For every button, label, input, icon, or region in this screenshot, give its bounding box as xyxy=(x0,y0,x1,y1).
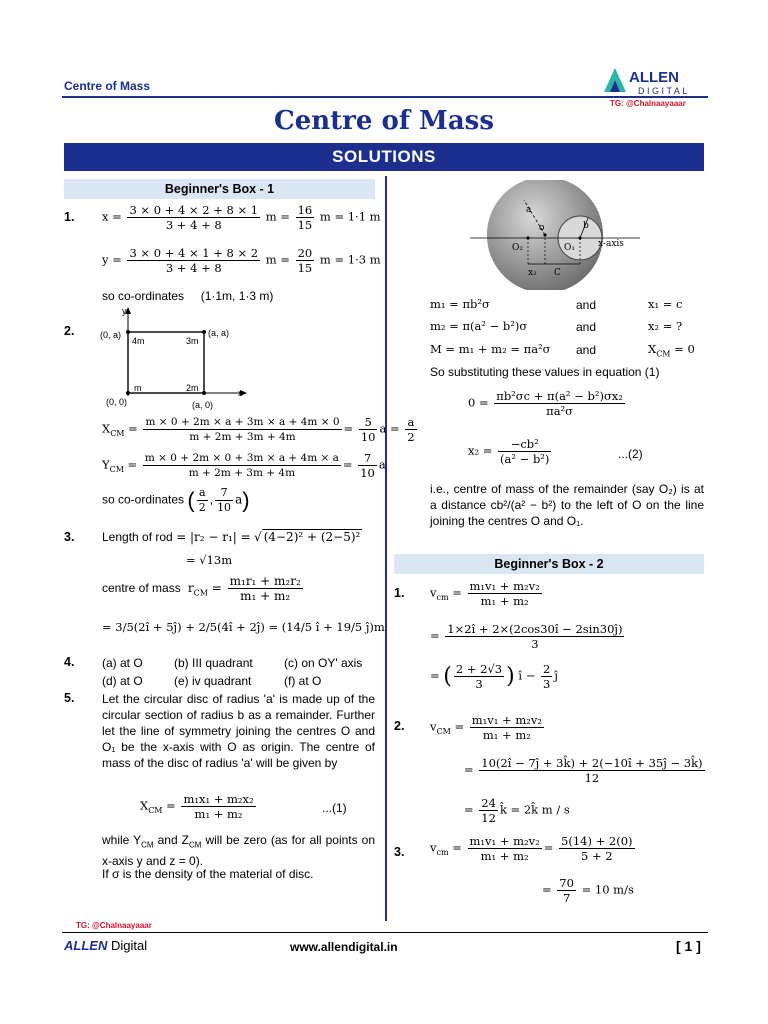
disc-label-o2: O₂ xyxy=(512,243,523,253)
b1-vcm-formula: $v_{cm}$ = $\frac{\text{m₁v₁ + m₂v₂}}{\text{m₁ + m₂}}$ xyxy=(430,579,540,608)
q1-x-equation: x = $\frac{3 \times 0 + 4 \times 2 + 8 \times 1}{3 + 4 + 8}$ m = $\frac{16}{15}$ m = 1·1 m xyxy=(102,203,381,232)
footer-brand: ALLEN Digital xyxy=(64,938,148,953)
fig-mass-2m: 2m xyxy=(186,383,199,393)
def-row-2-rhs: x₂ = ? xyxy=(648,319,683,333)
q5-while-text: while $Y_{CM}$ and $Z_{CM}$ will be zero (as for all points on x-axis y and z = 0). xyxy=(102,833,375,869)
q3-number: 3. xyxy=(64,530,75,544)
footer-rule xyxy=(62,932,708,933)
footer-url[interactable]: www.allendigital.in xyxy=(290,940,398,954)
q2-coordinates: so co-ordinates ( $\frac{a}{2}$ , $\frac{7}{10}$ a) xyxy=(102,486,250,514)
fig-bottom-right: (a, 0) xyxy=(192,400,214,410)
b2-step-2: = $\frac{10(2î - 7ĵ + 3k̂) + 2(-10î + 35ĵ - 3k̂)}{12}$ xyxy=(464,756,703,785)
disc-label-c: C xyxy=(554,268,561,278)
telegram-top: TG: @Chalnaayaaar xyxy=(610,99,686,108)
b3-number: 3. xyxy=(394,845,405,859)
q3-length-result: = √13m xyxy=(186,553,233,567)
q4-number: 4. xyxy=(64,655,75,669)
q2-xcm-equation: $X_{CM}$ = $\frac{m \times 0 + 2m \times a + 3m \times a + 4m \times 0}{m + 2m + 3m + 4m}$ = $\frac{5}{10}$ a = $\frac{a}{2}$ xyxy=(102,415,415,444)
column-divider xyxy=(385,176,387,921)
b1-step-3: = ( $\frac{2 + 2√3}{3}$ ) î − $\frac{2}{3}$ ĵ xyxy=(430,662,558,691)
def-row-3: M = m₁ + m₂ = πa²σ xyxy=(430,342,551,356)
q4-answer-b: (b) III quadrant xyxy=(174,656,253,670)
disc-label-b: b xyxy=(583,221,589,231)
beginners-box-2-title: Beginner's Box - 2 xyxy=(394,554,704,574)
disc-label-a: a xyxy=(526,205,532,215)
page-title: Centre of Mass xyxy=(274,106,494,136)
eq2-tag: ...(2) xyxy=(618,447,643,461)
conclusion-text: i.e., centre of mass of the remainder (say O₂) is at a distance cb²/(a² − b²) to the left of O on the line joining the centres O and O₁. xyxy=(430,482,704,528)
q2-number: 2. xyxy=(64,324,75,338)
def-row-1-rhs: x₁ = c xyxy=(648,297,683,311)
q5-number: 5. xyxy=(64,691,75,705)
fig-top-left: (0, a) xyxy=(100,330,122,340)
header-rule xyxy=(62,96,708,98)
q5-eq-tag: ...(1) xyxy=(322,801,347,815)
q4-answer-a: (a) at O xyxy=(102,656,143,670)
fig-x-label: x xyxy=(238,388,243,398)
disc-figure xyxy=(462,180,642,290)
q3-length-line: Length of rod = |r₂ − r₁| = √ (4−2)² + (2−5)² xyxy=(102,530,361,544)
def-row-3-rhs: $X_{CM} = 0$ xyxy=(648,342,695,359)
b2-step-3: = $\frac{24}{12}$ k̂ = 2k̂ m / s xyxy=(464,796,570,825)
q1-coordinates: so co-ordinates (1·1m, 1·3 m) xyxy=(102,289,274,303)
fig-mass-m: m xyxy=(134,383,142,393)
fig-bottom-left: (0, 0) xyxy=(106,397,128,407)
q3-cm-result: = 3/5(2î + 5ĵ) + 2/5(4î + 2ĵ) = (14/5 î + 19/5 ĵ)m xyxy=(102,620,385,634)
def-row-1: m₁ = πb²σ xyxy=(430,297,490,311)
def-row-2-and: and xyxy=(576,320,597,334)
q4-answer-f: (f) at O xyxy=(284,674,322,688)
page-number: [ 1 ] xyxy=(676,938,701,954)
fig-mass-3m: 3m xyxy=(186,336,199,346)
b1-step-2: = $\frac{1\times 2î + 2\times(2\cos 30î - 2\sin 30ĵ)}{3}$ xyxy=(430,622,623,651)
q4-answer-e: (e) iv quadrant xyxy=(174,674,252,688)
disc-label-xaxis: x-axis xyxy=(598,239,624,249)
disc-label-x2: x₂ xyxy=(528,268,537,278)
logo-main: ALLEN xyxy=(629,69,679,86)
b2-vcm-formula: $v_{CM}$ = $\frac{\text{m₁v₁ + m₂v₂}}{\text{m₁ + m₂}}$ xyxy=(430,713,542,742)
telegram-bottom: TG: @Chalnaayaaar xyxy=(76,921,152,930)
disc-label-o1: O₁ xyxy=(564,243,575,253)
fig-mass-4m: 4m xyxy=(132,336,145,346)
q1-y-equation: y = $\frac{3 \times 0 + 4 \times 1 + 8 \times 2}{3 + 4 + 8}$ m = $\frac{20}{15}$ m = 1·3 m xyxy=(102,246,381,275)
beginners-box-1-title: Beginner's Box - 1 xyxy=(64,179,375,199)
b1-number: 1. xyxy=(394,586,405,600)
disc-label-o: o xyxy=(539,223,545,233)
fig-top-right: (a, a) xyxy=(208,328,230,338)
q1-number: 1. xyxy=(64,210,75,224)
def-row-3-and: and xyxy=(576,343,597,357)
section-header: Centre of Mass xyxy=(64,79,151,93)
allen-logo xyxy=(602,66,712,96)
q5-text: Let the circular disc of radius 'a' is made up of the circular section of radius b as a remainder. Further let the line of symmetry joining the centres O and O₁ be the x-axis with O as origin. The centre of mass of the disc of radius 'a' will be given by xyxy=(102,692,375,770)
square-masses-figure xyxy=(96,304,256,412)
b3-result: = $\frac{70}{7}$ = 10 m/s xyxy=(542,876,634,905)
fig-y-label: y xyxy=(122,306,127,316)
substitution-text: So substituting these values in equation (1) xyxy=(430,365,660,379)
eq-x2: x₂ = $\frac{\text{−cb²}}{\text{(a² − b²)}}$ xyxy=(468,437,550,466)
q5-density-text: If σ is the density of the material of disc. xyxy=(102,867,314,881)
q4-answer-c: (c) on OY' axis xyxy=(284,656,363,670)
q2-ycm-equation: $Y_{CM}$ = $\frac{m \times 0 + 2m \times 0 + 3m \times a + 4m \times a}{m + 2m + 3m + 4m}$ = $\frac{7}{10}$ a xyxy=(102,451,386,480)
eq-zero: 0 = $\frac{\text{πb²σc + π(a² − b²)σx₂}}{\text{πa²σ}}$ xyxy=(468,389,623,418)
q5-xcm-equation: $X_{CM}$ = $\frac{\text{m₁x₁ + m₂x₂}}{\text{m₁ + m₂}}$ xyxy=(140,792,254,821)
logo-sub: DIGITAL xyxy=(638,86,690,96)
solutions-bar: SOLUTIONS xyxy=(64,143,704,171)
q3-cm-equation: centre of mass $r_{CM}$ = $\frac{\text{m₁r₁ + m₂r₂}}{\text{m₁ + m₂}}$ xyxy=(102,574,301,603)
b2-number: 2. xyxy=(394,719,405,733)
def-row-1-and: and xyxy=(576,298,597,312)
q4-answer-d: (d) at O xyxy=(102,674,143,688)
b3-vcm-formula: $v_{cm}$ = $\frac{\text{m₁v₁ + m₂v₂}}{\text{m₁ + m₂}}$ = $\frac{5(14) + 2(0)}{5 + 2}$ xyxy=(430,834,633,863)
def-row-2: m₂ = π(a² − b²)σ xyxy=(430,319,528,333)
